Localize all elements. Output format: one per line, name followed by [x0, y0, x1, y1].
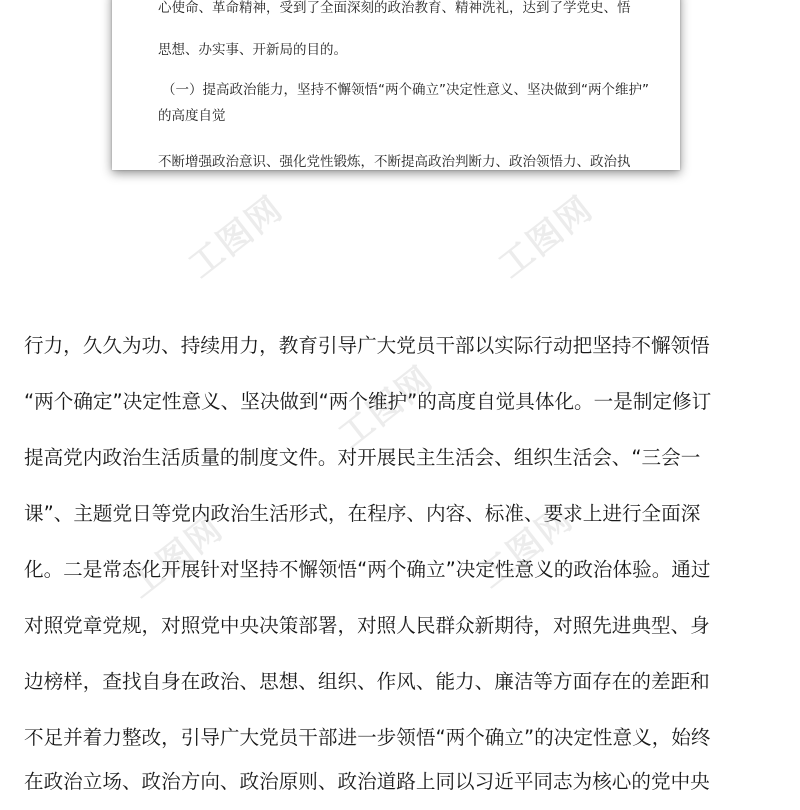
body-text-line: 不足并着力整改，引导广大党员干部进一步领悟“两个确立”的决定性意义，始终 — [24, 726, 711, 749]
body-text-line: 提高党内政治生活质量的制度文件。对开展民主生活会、组织生活会、“三会一 — [24, 446, 701, 469]
body-text-line: 在政治立场、政治方向、政治原则、政治道路上同以习近平同志为核心的党中央 — [24, 770, 710, 793]
watermark: 工图网 — [121, 508, 232, 607]
watermark: 工图网 — [471, 498, 582, 597]
document-body — [24, 318, 776, 810]
body-text-line: 课”、主题党日等党内政治生活形式，在程序、内容、标准、要求上进行全面深 — [24, 502, 701, 525]
body-text-line: 行力，久久为功、持续用力，教育引导广大党员干部以实际行动把坚持不懈领悟 — [24, 334, 710, 357]
preview-text-line: 心使命、革命精神，受到了全面深刻的政治教育、精神洗礼，达到了学党史、悟 — [158, 0, 631, 16]
preview-text-line: 不断增强政治意识、强化党性锻炼，不断提高政治判断力、政治领悟力、政治执 — [158, 154, 631, 170]
body-text-line: 边榜样，查找自身在政治、思想、组织、作风、能力、廉洁等方面存在的差距和 — [24, 670, 710, 693]
preview-section-heading: （一）提高政治能力，坚持不懈领悟“两个确立”决定性意义、坚决做到“两个维护” — [162, 82, 649, 98]
document-preview-card — [112, 0, 680, 170]
watermark: 工图网 — [181, 188, 292, 287]
preview-text-line: 思想、办实事、开新局的目的。 — [158, 42, 347, 58]
watermark: 工图网 — [331, 358, 442, 457]
body-text-line: “两个确定”决定性意义、坚决做到“两个维护”的高度自觉具体化。一是制定修订 — [24, 390, 712, 413]
watermark: 工图网 — [491, 188, 602, 287]
body-text-line: 化。二是常态化开展针对坚持不懈领悟“两个确立”决定性意义的政治体验。通过 — [24, 558, 711, 581]
body-text-line: 对照党章党规，对照党中央决策部署，对照人民群众新期待，对照先进典型、身 — [24, 614, 710, 637]
preview-section-heading-cont: 的高度自觉 — [158, 108, 226, 124]
